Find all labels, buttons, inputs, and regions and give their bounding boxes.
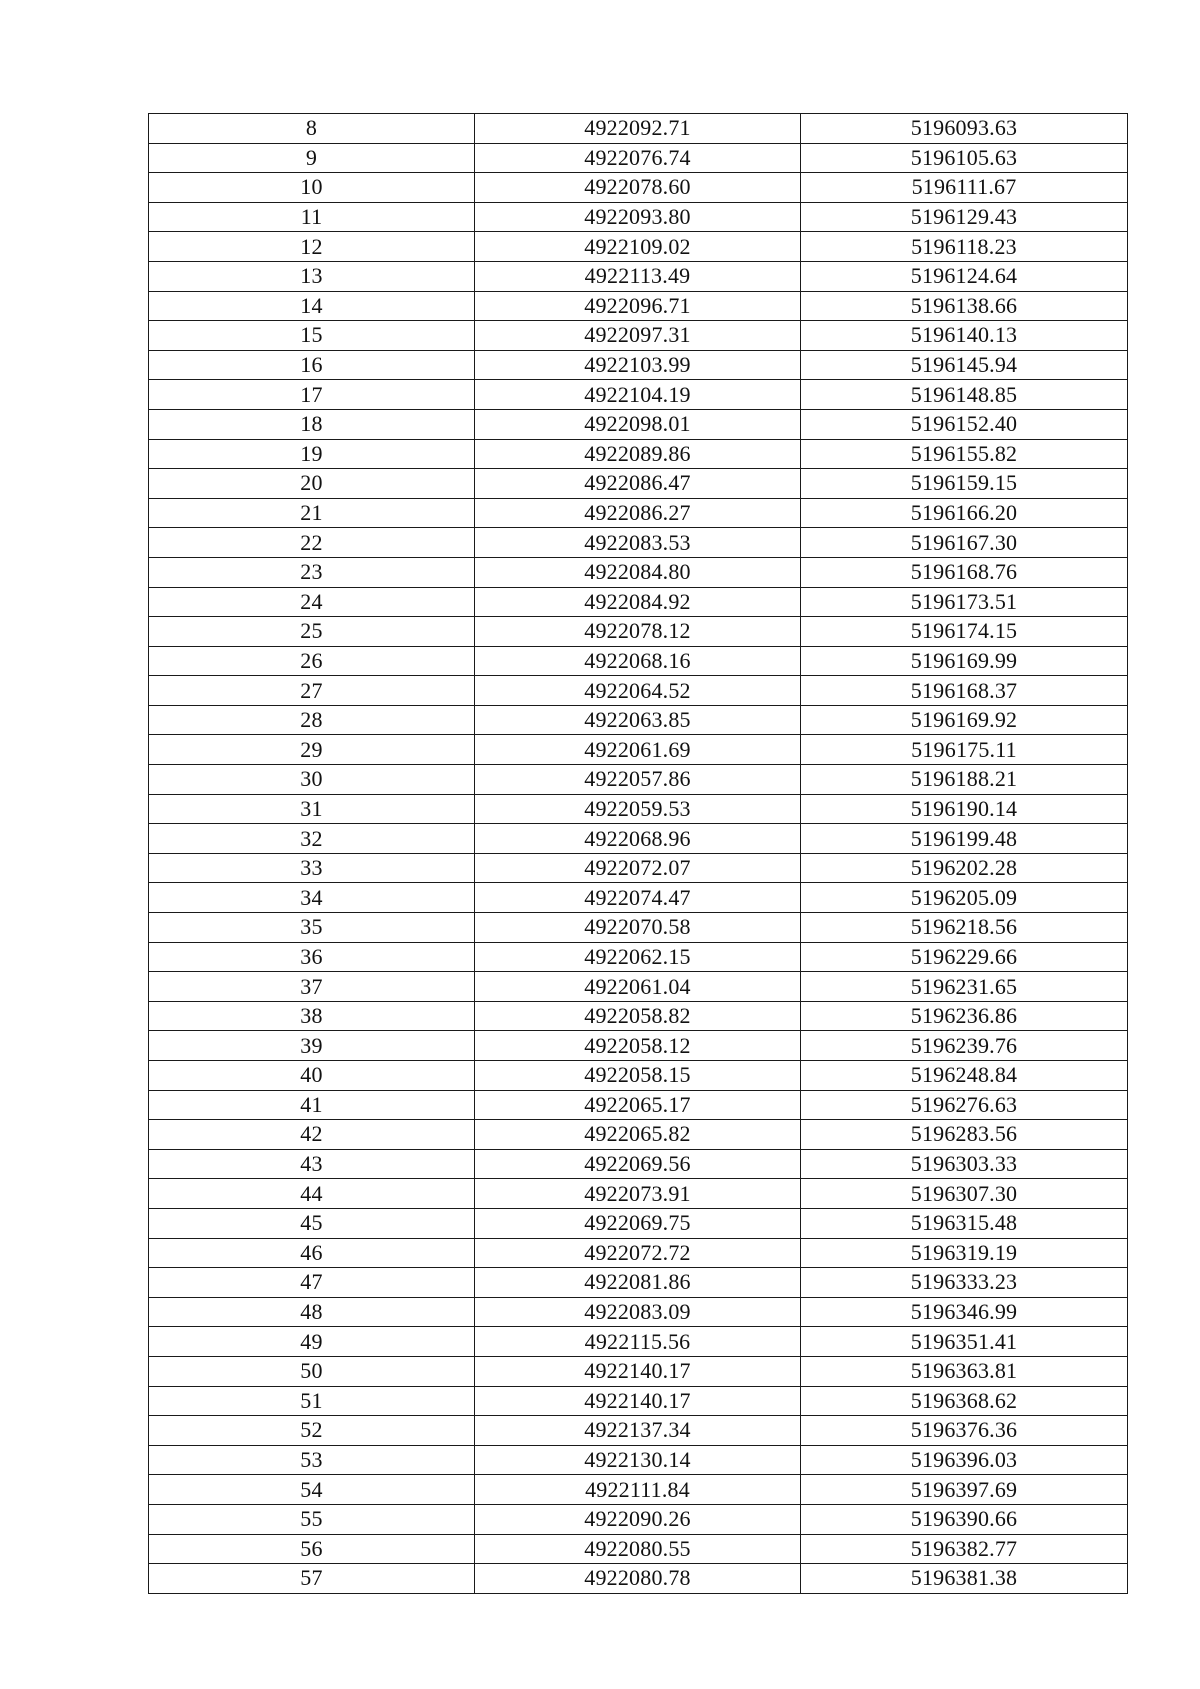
y-coordinate-cell: 5196174.15 — [801, 617, 1128, 647]
point-number-cell: 21 — [149, 498, 475, 528]
table-row — [149, 528, 1128, 558]
point-number-cell: 38 — [149, 1001, 475, 1031]
table-row — [149, 1149, 1128, 1179]
y-coordinate-cell: 5196152.40 — [801, 409, 1128, 439]
y-coordinate-cell: 5196381.38 — [801, 1564, 1128, 1594]
point-number-cell: 19 — [149, 439, 475, 469]
x-coordinate-cell: 4922093.80 — [475, 202, 801, 232]
table-row — [149, 557, 1128, 587]
x-coordinate-cell: 4922064.52 — [475, 676, 801, 706]
table-row — [149, 1061, 1128, 1091]
point-number-cell: 34 — [149, 883, 475, 913]
x-coordinate-cell: 4922113.49 — [475, 261, 801, 291]
point-number-cell: 18 — [149, 409, 475, 439]
x-coordinate-cell: 4922092.71 — [475, 114, 801, 144]
x-coordinate-cell: 4922068.16 — [475, 646, 801, 676]
point-number-cell: 13 — [149, 261, 475, 291]
point-number-cell: 55 — [149, 1504, 475, 1534]
y-coordinate-cell: 5196236.86 — [801, 1001, 1128, 1031]
y-coordinate-cell: 5196175.11 — [801, 735, 1128, 765]
x-coordinate-cell: 4922096.71 — [475, 291, 801, 321]
coordinates-table-body — [149, 114, 1128, 1594]
y-coordinate-cell: 5196159.15 — [801, 469, 1128, 499]
point-number-cell: 48 — [149, 1297, 475, 1327]
table-row — [149, 1001, 1128, 1031]
y-coordinate-cell: 5196138.66 — [801, 291, 1128, 321]
y-coordinate-cell: 5196169.99 — [801, 646, 1128, 676]
x-coordinate-cell: 4922090.26 — [475, 1504, 801, 1534]
y-coordinate-cell: 5196248.84 — [801, 1061, 1128, 1091]
x-coordinate-cell: 4922076.74 — [475, 143, 801, 173]
y-coordinate-cell: 5196363.81 — [801, 1356, 1128, 1386]
y-coordinate-cell: 5196231.65 — [801, 972, 1128, 1002]
y-coordinate-cell: 5196202.28 — [801, 853, 1128, 883]
y-coordinate-cell: 5196148.85 — [801, 380, 1128, 410]
table-row — [149, 735, 1128, 765]
point-number-cell: 45 — [149, 1208, 475, 1238]
point-number-cell: 49 — [149, 1327, 475, 1357]
y-coordinate-cell: 5196283.56 — [801, 1120, 1128, 1150]
y-coordinate-cell: 5196229.66 — [801, 942, 1128, 972]
table-row — [149, 350, 1128, 380]
point-number-cell: 12 — [149, 232, 475, 262]
table-row — [149, 380, 1128, 410]
y-coordinate-cell: 5196276.63 — [801, 1090, 1128, 1120]
y-coordinate-cell: 5196315.48 — [801, 1208, 1128, 1238]
y-coordinate-cell: 5196218.56 — [801, 913, 1128, 943]
point-number-cell: 8 — [149, 114, 475, 144]
point-number-cell: 29 — [149, 735, 475, 765]
table-row — [149, 883, 1128, 913]
point-number-cell: 11 — [149, 202, 475, 232]
x-coordinate-cell: 4922074.47 — [475, 883, 801, 913]
x-coordinate-cell: 4922086.47 — [475, 469, 801, 499]
y-coordinate-cell: 5196199.48 — [801, 824, 1128, 854]
y-coordinate-cell: 5196168.76 — [801, 557, 1128, 587]
x-coordinate-cell: 4922069.75 — [475, 1208, 801, 1238]
table-row — [149, 942, 1128, 972]
table-row — [149, 1090, 1128, 1120]
point-number-cell: 10 — [149, 173, 475, 203]
table-row — [149, 1356, 1128, 1386]
point-number-cell: 27 — [149, 676, 475, 706]
point-number-cell: 53 — [149, 1445, 475, 1475]
y-coordinate-cell: 5196173.51 — [801, 587, 1128, 617]
x-coordinate-cell: 4922109.02 — [475, 232, 801, 262]
y-coordinate-cell: 5196140.13 — [801, 321, 1128, 351]
table-row — [149, 321, 1128, 351]
table-row — [149, 824, 1128, 854]
y-coordinate-cell: 5196167.30 — [801, 528, 1128, 558]
y-coordinate-cell: 5196346.99 — [801, 1297, 1128, 1327]
y-coordinate-cell: 5196169.92 — [801, 705, 1128, 735]
table-row — [149, 1504, 1128, 1534]
x-coordinate-cell: 4922063.85 — [475, 705, 801, 735]
point-number-cell: 9 — [149, 143, 475, 173]
table-row — [149, 1120, 1128, 1150]
x-coordinate-cell: 4922140.17 — [475, 1356, 801, 1386]
point-number-cell: 41 — [149, 1090, 475, 1120]
x-coordinate-cell: 4922103.99 — [475, 350, 801, 380]
y-coordinate-cell: 5196351.41 — [801, 1327, 1128, 1357]
point-number-cell: 33 — [149, 853, 475, 883]
y-coordinate-cell: 5196303.33 — [801, 1149, 1128, 1179]
point-number-cell: 26 — [149, 646, 475, 676]
table-row — [149, 1327, 1128, 1357]
table-row — [149, 1475, 1128, 1505]
y-coordinate-cell: 5196319.19 — [801, 1238, 1128, 1268]
x-coordinate-cell: 4922115.56 — [475, 1327, 801, 1357]
x-coordinate-cell: 4922111.84 — [475, 1475, 801, 1505]
x-coordinate-cell: 4922072.07 — [475, 853, 801, 883]
y-coordinate-cell: 5196188.21 — [801, 765, 1128, 795]
table-row — [149, 202, 1128, 232]
x-coordinate-cell: 4922073.91 — [475, 1179, 801, 1209]
point-number-cell: 32 — [149, 824, 475, 854]
x-coordinate-cell: 4922084.92 — [475, 587, 801, 617]
x-coordinate-cell: 4922058.12 — [475, 1031, 801, 1061]
table-row — [149, 587, 1128, 617]
x-coordinate-cell: 4922065.17 — [475, 1090, 801, 1120]
y-coordinate-cell: 5196105.63 — [801, 143, 1128, 173]
point-number-cell: 39 — [149, 1031, 475, 1061]
y-coordinate-cell: 5196307.30 — [801, 1179, 1128, 1209]
x-coordinate-cell: 4922057.86 — [475, 765, 801, 795]
table-row — [149, 143, 1128, 173]
x-coordinate-cell: 4922098.01 — [475, 409, 801, 439]
x-coordinate-cell: 4922065.82 — [475, 1120, 801, 1150]
table-row — [149, 1386, 1128, 1416]
point-number-cell: 36 — [149, 942, 475, 972]
x-coordinate-cell: 4922080.78 — [475, 1564, 801, 1594]
point-number-cell: 51 — [149, 1386, 475, 1416]
y-coordinate-cell: 5196396.03 — [801, 1445, 1128, 1475]
table-row — [149, 498, 1128, 528]
x-coordinate-cell: 4922137.34 — [475, 1416, 801, 1446]
table-row — [149, 1179, 1128, 1209]
y-coordinate-cell: 5196190.14 — [801, 794, 1128, 824]
point-number-cell: 22 — [149, 528, 475, 558]
x-coordinate-cell: 4922058.15 — [475, 1061, 801, 1091]
table-row — [149, 114, 1128, 144]
table-row — [149, 913, 1128, 943]
table-row — [149, 646, 1128, 676]
y-coordinate-cell: 5196368.62 — [801, 1386, 1128, 1416]
x-coordinate-cell: 4922068.96 — [475, 824, 801, 854]
y-coordinate-cell: 5196145.94 — [801, 350, 1128, 380]
table-row — [149, 705, 1128, 735]
table-row — [149, 676, 1128, 706]
x-coordinate-cell: 4922083.53 — [475, 528, 801, 558]
point-number-cell: 20 — [149, 469, 475, 499]
x-coordinate-cell: 4922081.86 — [475, 1268, 801, 1298]
table-row — [149, 794, 1128, 824]
table-row — [149, 1031, 1128, 1061]
x-coordinate-cell: 4922061.04 — [475, 972, 801, 1002]
table-row — [149, 261, 1128, 291]
y-coordinate-cell: 5196129.43 — [801, 202, 1128, 232]
x-coordinate-cell: 4922072.72 — [475, 1238, 801, 1268]
y-coordinate-cell: 5196239.76 — [801, 1031, 1128, 1061]
y-coordinate-cell: 5196382.77 — [801, 1534, 1128, 1564]
point-number-cell: 52 — [149, 1416, 475, 1446]
table-row — [149, 173, 1128, 203]
point-number-cell: 24 — [149, 587, 475, 617]
point-number-cell: 44 — [149, 1179, 475, 1209]
point-number-cell: 40 — [149, 1061, 475, 1091]
table-row — [149, 409, 1128, 439]
y-coordinate-cell: 5196111.67 — [801, 173, 1128, 203]
point-number-cell: 43 — [149, 1149, 475, 1179]
y-coordinate-cell: 5196333.23 — [801, 1268, 1128, 1298]
table-row — [149, 439, 1128, 469]
table-row — [149, 1297, 1128, 1327]
point-number-cell: 56 — [149, 1534, 475, 1564]
x-coordinate-cell: 4922097.31 — [475, 321, 801, 351]
point-number-cell: 15 — [149, 321, 475, 351]
table-row — [149, 1238, 1128, 1268]
y-coordinate-cell: 5196168.37 — [801, 676, 1128, 706]
y-coordinate-cell: 5196093.63 — [801, 114, 1128, 144]
x-coordinate-cell: 4922059.53 — [475, 794, 801, 824]
x-coordinate-cell: 4922104.19 — [475, 380, 801, 410]
table-row — [149, 291, 1128, 321]
y-coordinate-cell: 5196205.09 — [801, 883, 1128, 913]
table-row — [149, 972, 1128, 1002]
x-coordinate-cell: 4922069.56 — [475, 1149, 801, 1179]
point-number-cell: 46 — [149, 1238, 475, 1268]
x-coordinate-cell: 4922083.09 — [475, 1297, 801, 1327]
point-number-cell: 35 — [149, 913, 475, 943]
x-coordinate-cell: 4922089.86 — [475, 439, 801, 469]
point-number-cell: 47 — [149, 1268, 475, 1298]
table-row — [149, 1534, 1128, 1564]
point-number-cell: 16 — [149, 350, 475, 380]
table-row — [149, 765, 1128, 795]
y-coordinate-cell: 5196397.69 — [801, 1475, 1128, 1505]
x-coordinate-cell: 4922058.82 — [475, 1001, 801, 1031]
table-row — [149, 469, 1128, 499]
point-number-cell: 25 — [149, 617, 475, 647]
y-coordinate-cell: 5196124.64 — [801, 261, 1128, 291]
table-row — [149, 1208, 1128, 1238]
table-row — [149, 853, 1128, 883]
y-coordinate-cell: 5196118.23 — [801, 232, 1128, 262]
table-row — [149, 232, 1128, 262]
x-coordinate-cell: 4922070.58 — [475, 913, 801, 943]
x-coordinate-cell: 4922062.15 — [475, 942, 801, 972]
y-coordinate-cell: 5196376.36 — [801, 1416, 1128, 1446]
table-row — [149, 1564, 1128, 1594]
table-row — [149, 1268, 1128, 1298]
x-coordinate-cell: 4922086.27 — [475, 498, 801, 528]
y-coordinate-cell: 5196166.20 — [801, 498, 1128, 528]
point-number-cell: 42 — [149, 1120, 475, 1150]
y-coordinate-cell: 5196390.66 — [801, 1504, 1128, 1534]
point-number-cell: 23 — [149, 557, 475, 587]
point-number-cell: 28 — [149, 705, 475, 735]
table-row — [149, 1416, 1128, 1446]
x-coordinate-cell: 4922078.60 — [475, 173, 801, 203]
x-coordinate-cell: 4922061.69 — [475, 735, 801, 765]
x-coordinate-cell: 4922080.55 — [475, 1534, 801, 1564]
x-coordinate-cell: 4922078.12 — [475, 617, 801, 647]
point-number-cell: 37 — [149, 972, 475, 1002]
table-row — [149, 1445, 1128, 1475]
point-number-cell: 54 — [149, 1475, 475, 1505]
point-number-cell: 14 — [149, 291, 475, 321]
table-row — [149, 617, 1128, 647]
x-coordinate-cell: 4922130.14 — [475, 1445, 801, 1475]
point-number-cell: 17 — [149, 380, 475, 410]
x-coordinate-cell: 4922140.17 — [475, 1386, 801, 1416]
point-number-cell: 57 — [149, 1564, 475, 1594]
x-coordinate-cell: 4922084.80 — [475, 557, 801, 587]
point-number-cell: 30 — [149, 765, 475, 795]
y-coordinate-cell: 5196155.82 — [801, 439, 1128, 469]
point-number-cell: 50 — [149, 1356, 475, 1386]
point-number-cell: 31 — [149, 794, 475, 824]
coordinates-table — [148, 113, 1128, 1594]
